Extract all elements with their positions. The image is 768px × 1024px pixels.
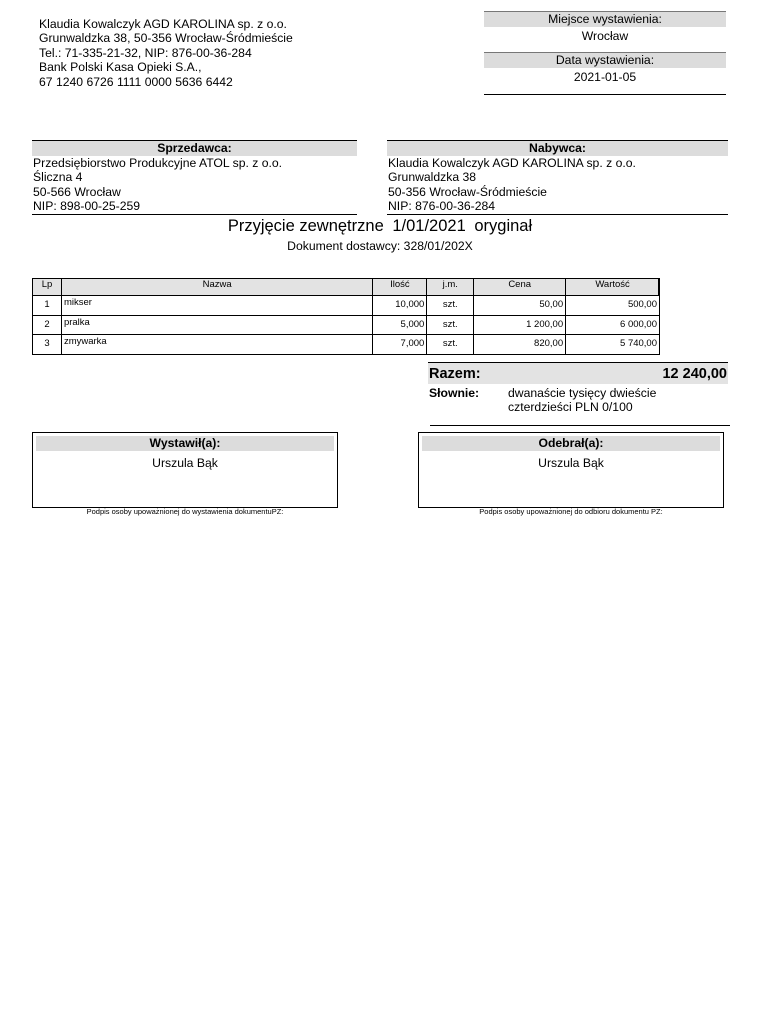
document-type: Przyjęcie zewnętrzne [227,217,384,235]
buyer-city: 50-356 Wrocław-Śródmieście [388,184,547,199]
issued-by-label: Wystawił(a): [36,436,334,451]
issue-place-value: Wrocław [581,29,629,43]
buyer-block [387,140,728,215]
amount-in-words [428,386,728,414]
document-title [0,217,760,236]
cell-unit: szt. [427,335,474,355]
issue-date-value: 2021-01-05 [573,70,637,84]
document-number: 1/01/2021 [392,217,466,235]
total-value: 12 240,00 [662,365,727,382]
issued-by-note: Podpis osoby upoważnionej do wystawienia dokumentuPZ: [86,507,284,516]
total-label: Razem: [429,365,481,382]
words-line-1: dwanaście tysięcy dwieście [508,386,657,400]
document-copy: oryginał [474,217,533,235]
cell-quantity: 5,000 [373,315,427,335]
words-label: Słownie: [429,386,480,400]
seller-city: 50-566 Wrocław [33,184,121,199]
cell-price: 50,00 [474,296,566,316]
totals-divider [430,425,730,426]
issuer-name: Klaudia Kowalczyk AGD KAROLINA sp. z o.o. [39,17,287,31]
buyer-name: Klaudia Kowalczyk AGD KAROLINA sp. z o.o. [388,156,636,170]
issuer-block [39,17,339,89]
seller-label: Sprzedawca: [32,140,357,156]
supplier-document: Dokument dostawcy: 328/01/202X [287,239,473,253]
col-header-unit: j.m. [427,279,474,296]
seller-street: Śliczna 4 [33,170,83,185]
col-header-price: Cena [474,279,566,296]
cell-price: 820,00 [474,335,566,355]
issuer-contact: Tel.: 71-335-21-32, NIP: 876-00-36-284 [39,45,252,60]
received-by-box [418,432,724,508]
issue-place-label: Miejsce wystawienia: [484,11,726,27]
table-row [33,296,660,316]
cell-name: mikser [61,296,372,316]
issued-by-box [32,432,338,508]
table-row [33,315,660,335]
cell-name: pralka [61,315,372,335]
cell-unit: szt. [427,315,474,335]
cell-lp: 3 [33,335,62,355]
col-header-quantity: Ilość [373,279,427,296]
col-header-lp: Lp [33,279,62,296]
buyer-street: Grunwaldzka 38 [388,170,477,185]
cell-unit: szt. [427,296,474,316]
buyer-nip: NIP: 876-00-36-284 [388,199,496,214]
words-line-2: czterdzieści PLN 0/100 [508,400,633,414]
total-bar [428,362,728,384]
cell-price: 1 200,00 [474,315,566,335]
issuer-account: 67 1240 6726 1111 0000 5636 6442 [39,74,233,89]
issue-place-date-box [484,11,726,95]
cell-lp: 2 [33,315,62,335]
table-row [33,335,660,355]
cell-quantity: 10,000 [373,296,427,316]
totals-block [428,362,728,414]
received-by-name: Urszula Bąk [538,456,604,470]
items-table [32,278,660,355]
col-header-name: Nazwa [61,279,372,296]
col-header-value: Wartość [566,279,660,296]
cell-name: zmywarka [61,335,372,355]
issue-date-label: Data wystawienia: [484,52,726,68]
seller-name: Przedsiębiorstwo Produkcyjne ATOL sp. z o.o. [33,156,283,170]
cell-value: 6 000,00 [566,315,660,335]
buyer-label: Nabywca: [387,140,728,156]
table-header-edge [658,279,660,296]
issuer-bank: Bank Polski Kasa Opieki S.A., [39,60,202,75]
cell-lp: 1 [33,296,62,316]
issuer-address: Grunwaldzka 38, 50-356 Wrocław-Śródmieście [39,31,293,46]
received-by-note: Podpis osoby upoważnionej do odbioru dokumentu PZ: [479,507,663,516]
received-by-label: Odebrał(a): [422,436,720,451]
issued-by-name: Urszula Bąk [152,456,218,470]
table-header-row [33,279,660,296]
cell-quantity: 7,000 [373,335,427,355]
cell-value: 500,00 [566,296,660,316]
seller-block [32,140,357,215]
seller-nip: NIP: 898-00-25-259 [33,199,141,214]
cell-value: 5 740,00 [566,335,660,355]
words-text [508,386,708,414]
